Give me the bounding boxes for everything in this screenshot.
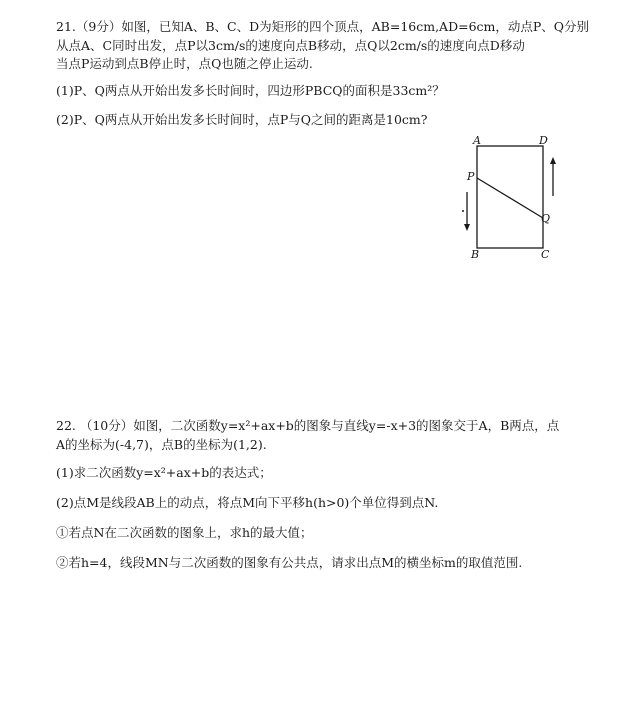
q22-sub-1: ①若点N在二次函数的图象上，求h的最大值； (56, 525, 313, 540)
q22-sub-2: ②若h=4，线段MN与二次函数的图象有公共点，请求出点M的横坐标m的取值范围. (56, 555, 523, 570)
label-q: Q (541, 212, 551, 225)
q21-part-1: (1)P、Q两点从开始出发多长时间时，四边形PBCQ的面积是33cm²？ (56, 83, 445, 98)
label-p: P (467, 170, 475, 183)
label-d: D (539, 134, 548, 147)
label-a: A (473, 134, 481, 147)
arrow-up-icon (550, 157, 556, 164)
q22-part-2: (2)点M是线段AB上的动点，将点M向下平移h(h>0)个单位得到点N. (56, 495, 439, 510)
q21-stem-line-2: 从点A、C同时出发，点P以3cm/s的速度向点B移动，点Q以2cm/s的速度向点D移动 (56, 38, 525, 53)
dot-mark (462, 210, 464, 212)
rectangle-figure (455, 132, 565, 267)
q21-stem-line-1: 21.（9分）如图，已知A、B、C、D为矩形的四个顶点，AB=16cm,AD=6cm，动点P、Q分别 (56, 19, 590, 34)
arrow-down-icon (464, 224, 470, 231)
segment-pq (477, 178, 543, 218)
q21-part-2: (2)P、Q两点从开始出发多长时间时，点P与Q之间的距离是10cm? (56, 112, 428, 127)
q22-stem-line-1: 22. （10分）如图，二次函数y=x²+ax+b的图象与直线y=-x+3的图象交于A，B两点，点 (56, 418, 560, 433)
rectangle-abcd (477, 146, 543, 248)
q22-stem-line-2: A的坐标为(-4,7)，点B的坐标为(1,2). (56, 437, 267, 452)
q21-stem-line-3: 当点P运动到点B停止时，点Q也随之停止运动. (56, 56, 313, 71)
q22-part-1: (1)求二次函数y=x²+ax+b的表达式； (56, 465, 272, 480)
label-b: B (471, 248, 480, 261)
label-c: C (541, 248, 550, 261)
